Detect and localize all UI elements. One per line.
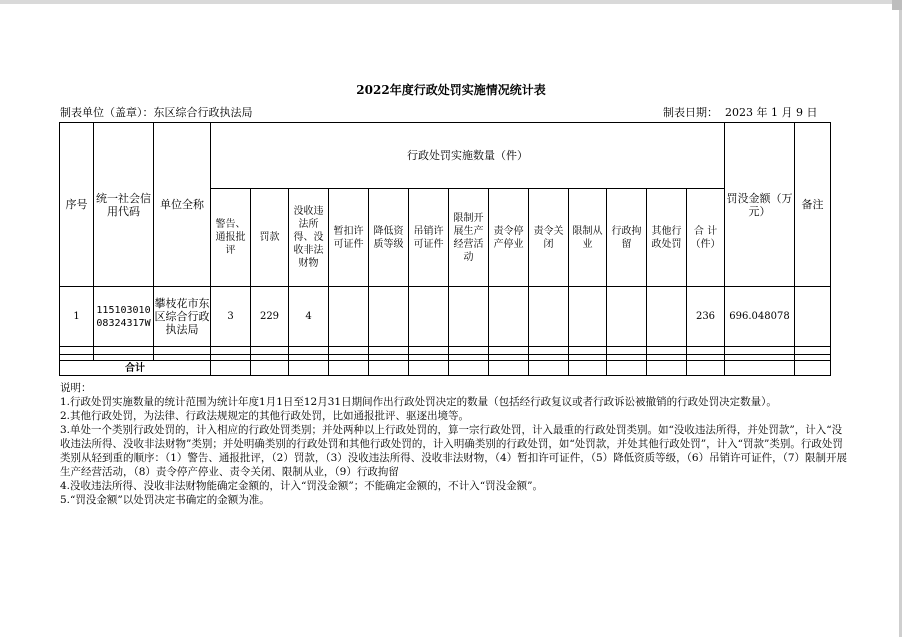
header-restrict-operation: 限制开展生产经营活动 [449,189,489,287]
table-row-empty [60,347,831,355]
total-label: 合计 [60,361,211,376]
window-top-edge [0,0,902,4]
cell-credit-code: 11510301008324317W [94,287,154,347]
table-total-row [60,361,831,376]
note-item: 5.“罚没金额”以处罚决定书确定的金额为准。 [60,494,270,506]
header-warning: 警告、通报批评 [211,189,251,287]
page-title: 2022年度行政处罚实施情况统计表 [356,83,546,97]
notes-heading: 说明： [60,382,92,394]
report-date: 制表日期： 2023 年 1 月 9 日 [663,106,818,119]
cell-warning: 3 [211,287,251,347]
header-remark: 备注 [795,123,831,287]
header-suspend-license: 暂扣许可证件 [329,189,369,287]
cell-amount: 696.048078 [725,287,795,347]
header-fine: 罚款 [251,189,289,287]
header-amount: 罚没金额（万元） [725,123,795,287]
header-revoke-license: 吊销许可证件 [409,189,449,287]
note-item: 4.没收违法所得、没收非法财物能确定金额的，计入“罚没金额”；不能确定金额的，不计入“罚没金额”。 [60,480,543,492]
header-credit-code: 统一社会信用代码 [94,123,154,287]
header-total-count: 合 计（件） [687,189,725,287]
header-order-closure: 责令关闭 [529,189,569,287]
notes-section [60,381,850,507]
header-org-name: 单位全称 [154,123,211,287]
cell-total-count: 236 [687,287,725,347]
cell-org-name: 攀枝花市东区综合行政执法局 [154,287,211,347]
note-item: 2.其他行政处罚，为法律、行政法规规定的其他行政处罚，比如通报批评、驱逐出境等。 [60,410,470,422]
window-corner [892,0,902,10]
header-suspend-production: 责令停产停业 [489,189,529,287]
header-detention: 行政拘留 [607,189,647,287]
cell-fine: 229 [251,287,289,347]
statistics-table [59,122,831,376]
table-row [60,287,831,347]
header-penalty-count-group: 行政处罚实施数量（件） [211,123,725,189]
note-item: 3.单处一个类别行政处罚的，计入相应的行政处罚类别；并处两种以上行政处罚的，算一宗行政处罚，计入最重的行政处罚类别。如“没收违法所得，并处罚款”，计入“没收违法所得、没收非法财物”类别；并处明确类别的行政处罚和其他行政处罚的，计入明确类别的行政处罚，如“处罚款，并处其他行政处罚”，计入“罚款”类别。行政处罚类别从轻到重的顺序：（1）警告、通报批评，（2）罚款，（3）没收违法所得、没收非法财物，（4）暂扣许可证件，（5）降低资质等级，（6）吊销许可证件，（7）限制开展生产经营活动，（8）责令停产停业、责令关闭、限制从业，（9）行政拘留 [60,424,848,478]
cell-confiscate: 4 [289,287,329,347]
header-seq: 序号 [60,123,94,287]
reporting-unit: 制表单位（盖章）：东区综合行政执法局 [60,106,253,119]
note-item: 1.行政处罚实施数量的统计范围为统计年度1月1日至12月31日期间作出行政处罚决定的数量（包括经行政复议或者行政诉讼被撤销的行政处罚决定数量）。 [60,396,777,408]
header-other-penalty: 其他行政处罚 [647,189,687,287]
cell-seq: 1 [60,287,94,347]
header-downgrade-qualification: 降低资质等级 [369,189,409,287]
header-restrict-practice: 限制从业 [569,189,607,287]
header-confiscate: 没收违法所得、没收非法财物 [289,189,329,287]
